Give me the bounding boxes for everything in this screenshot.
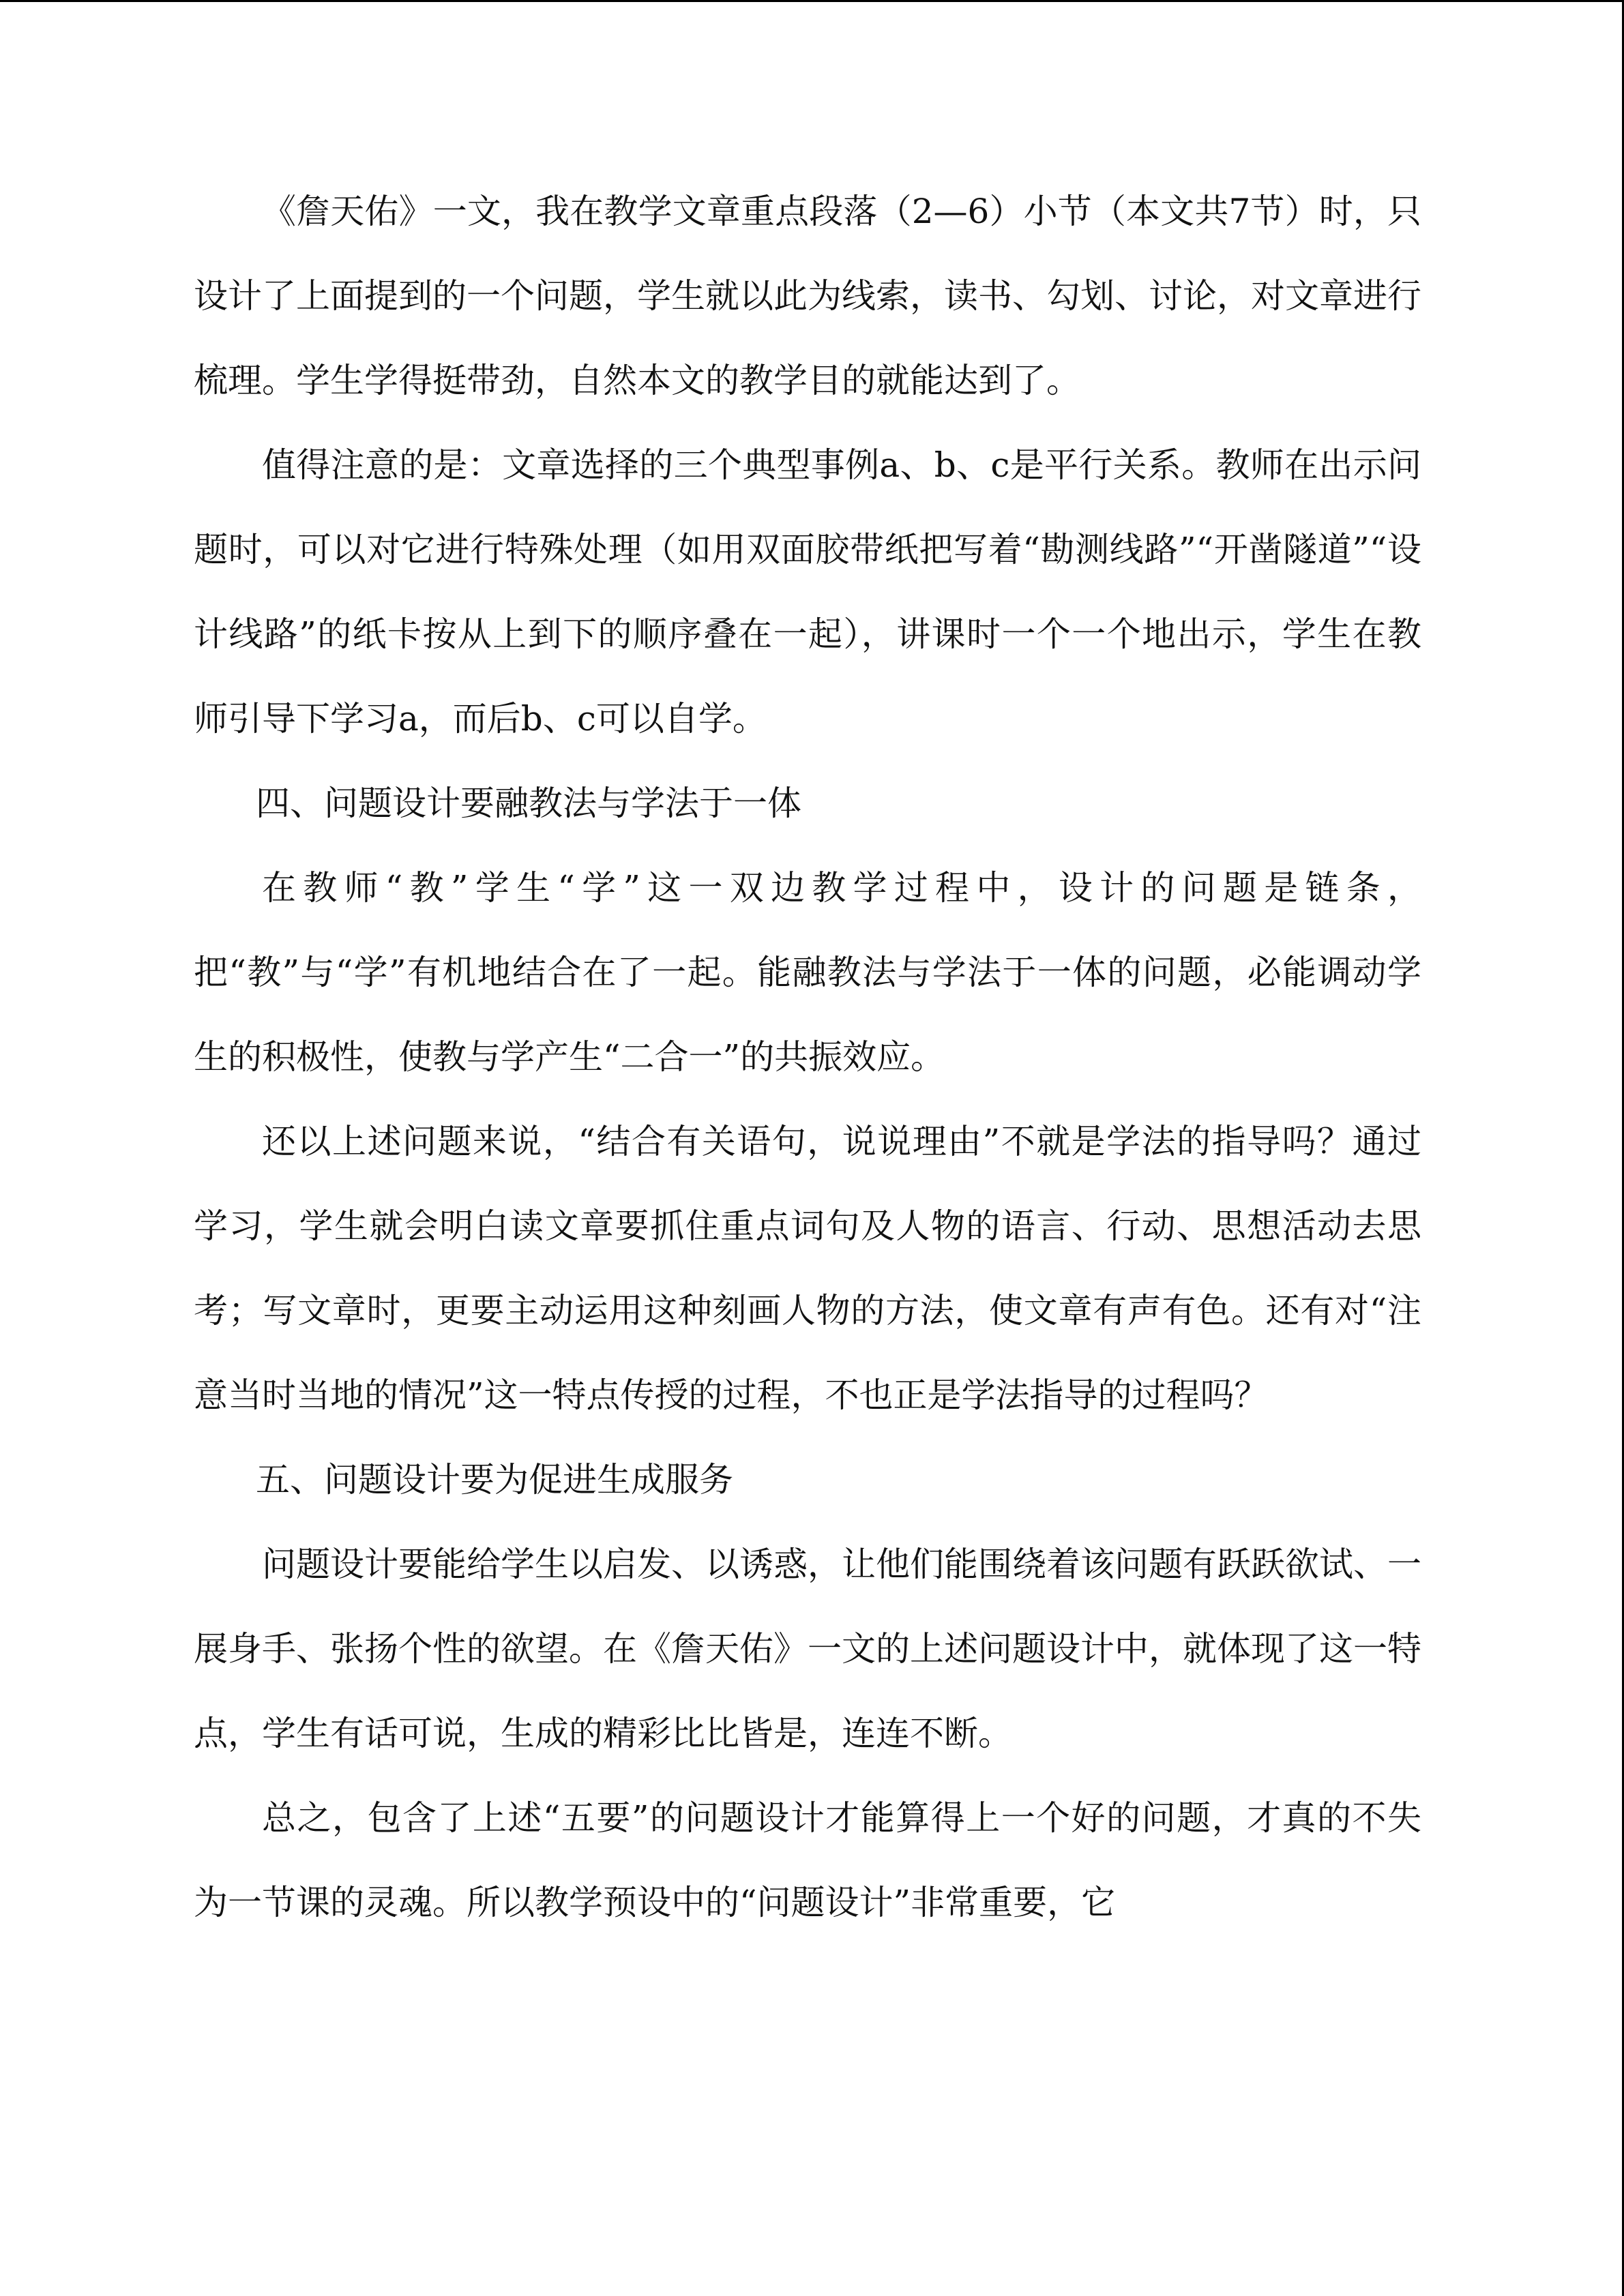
section-heading-five: 五、问题设计要为促进生成服务 [256, 1460, 733, 1500]
paragraph-parallel-examples: 值得注意的是：文章选择的三个典型事例a、b、c是平行关系。教师在出示问题时，可以对它进行特殊处理（如用双面胶带纸把写着“勘测线路”“开凿隧道”“设计线路”的纸卡按从上到下的顺序叠在一起），讲课时一个一个地出示，学生在教师引导下学习a，而后b、c可以自学。 [194, 445, 1421, 739]
paragraph-zhan-tianyou-lesson: 《詹天佑》一文，我在教学文章重点段落（2—6）小节（本文共7节）时，只设计了上面提到的一个问题，学生就以此为线索，读书、勾划、讨论，对文章进行梳理。学生学得挺带劲，自然本文的教学目的就能达到了。 [194, 192, 1421, 400]
paragraph-generative-learning: 问题设计要能给学生以启发、以诱惑，让他们能围绕着该问题有跃跃欲试、一展身手、张扬个性的欲望。在《詹天佑》一文的上述问题设计中，就体现了这一特点，学生有话可说，生成的精彩比比皆是，连连不断。 [194, 1545, 1421, 1753]
paragraph-teaching-learning-chain: 在教师“教”学生“学”这一双边教学过程中，设计的问题是链条，把“教”与“学”有机地结合在了一起。能融教法与学法于一体的问题，必能调动学生的积极性，使教与学产生“二合一”的共振效应。 [194, 868, 1421, 1077]
section-heading-four: 四、问题设计要融教法与学法于一体 [256, 784, 801, 823]
paragraph-conclusion: 总之，包含了上述“五要”的问题设计才能算得上一个好的问题，才真的不失为一节课的灵魂。所以教学预设中的“问题设计”非常重要，它 [194, 1798, 1421, 1922]
document-body [194, 169, 1421, 1945]
paragraph-learning-guidance: 还以上述问题来说，“结合有关语句，说说理由”不就是学法的指导吗？通过学习，学生就会明白读文章要抓住重点词句及人物的语言、行动、思想活动去思考；写文章时，更要主动运用这种刻画人物的方法，使文章有声有色。还有对“注意当时当地的情况”这一特点传授的过程，不也正是学法指导的过程吗？ [194, 1122, 1421, 1415]
